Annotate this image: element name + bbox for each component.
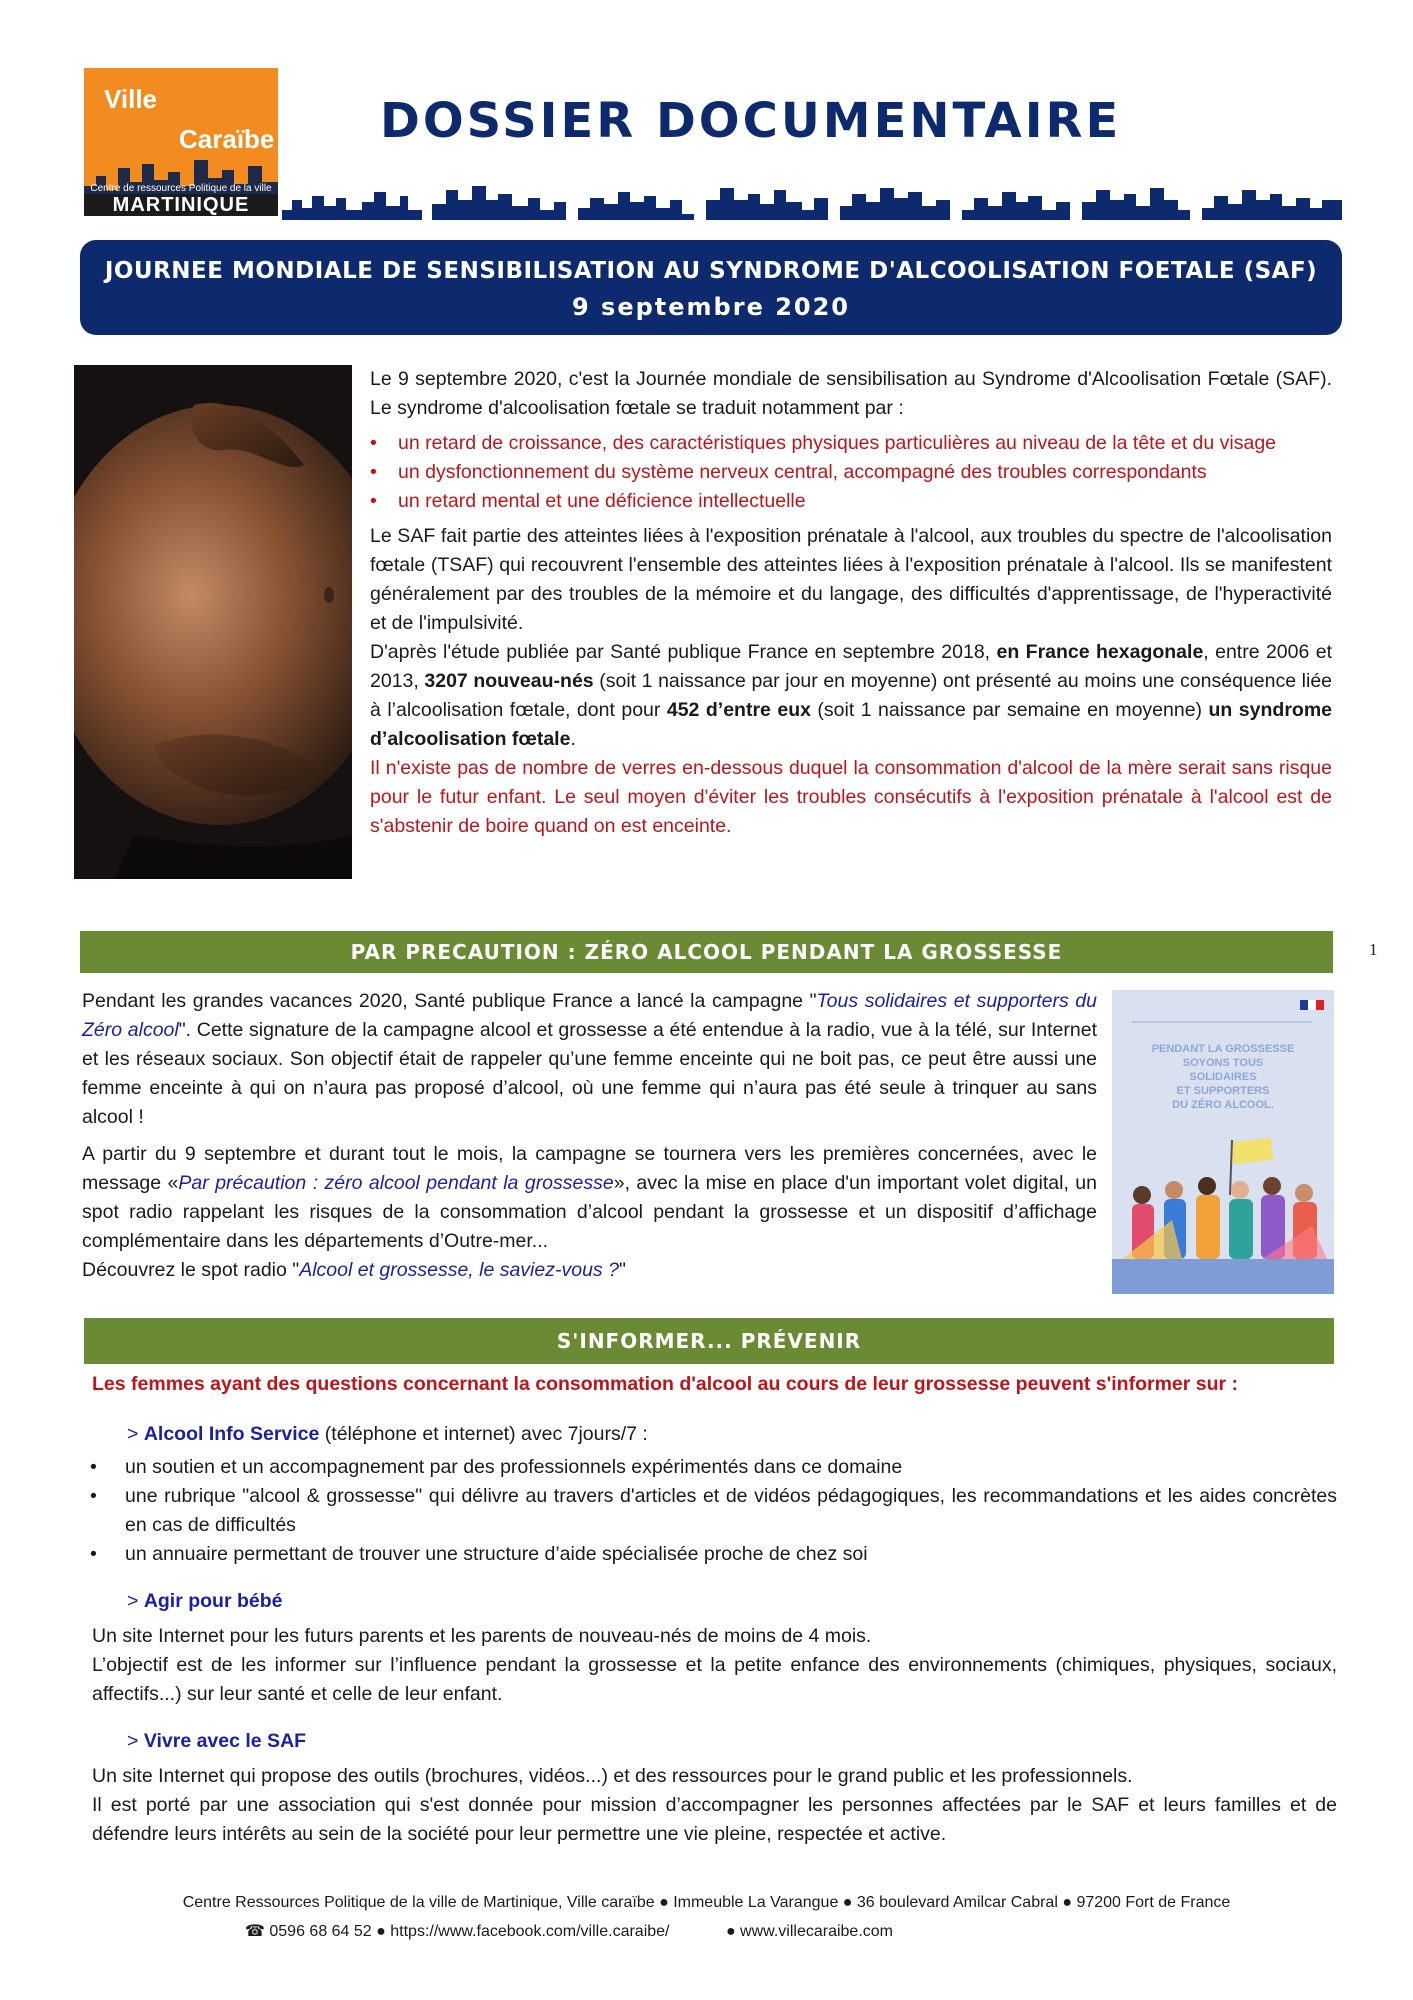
campaign-text — [82, 987, 1097, 1293]
chevron-right-icon: > — [127, 1590, 139, 1612]
list-item: • un soutien et un accompagnement par des professionnels expérimentés dans ce domaine — [90, 1453, 1337, 1482]
text-segment: Pendant les grandes vacances 2020, Santé publique France a lancé la campagne " — [82, 990, 817, 1012]
text-segment: A partir du 9 septembre et durant tout le mois, la campagne se tournera vers les premières concernées, avec le message « — [82, 1143, 1097, 1194]
ais-services-list — [92, 1453, 1337, 1569]
text-segment: " — [618, 1259, 626, 1281]
pregnant-belly-photo — [74, 365, 352, 879]
intro-paragraph-3 — [370, 638, 1332, 754]
intro-warning: Il n'existe pas de nombre de verres en-dessous duquel la consommation d'alcool de la mère serait sans risque pour le futur enfant. Le seul moyen d'éviter les troubles consécutifs à l'exposition prénatale à l'alcool est de s'abstenir de boire quand on est enceinte. — [370, 757, 1332, 837]
footer-address: Centre Ressources Politique de la ville de Martinique, Ville caraïbe ● Immeuble La Varangue ● 36 boulevard Amilcar Cabral ● 97200 Fort de France — [182, 1894, 1231, 1911]
text-bold: un syndrome d’alcoolisation fœtale — [370, 699, 1333, 750]
vivre-avec-le-saf-link[interactable]: Vivre avec le SAF — [143, 1730, 307, 1752]
text-segment: , entre 2006 et 2013, — [370, 641, 1333, 692]
text-segment: . — [570, 728, 576, 750]
text-segment: ". Cette signature de la campagne alcool et grossesse a été entendue à la radio, vue à la télé, sur Internet et les réseaux sociaux. Son objectif était de rappeler qu’une femme enceinte qui ne boit pas, ce peut être aussi une femme enceinte à qui on n’aura pas proposé d’alcool, où une femme qui n’aura pas été seule à trinquer au sans alcool ! — [82, 1019, 1097, 1128]
list-item: • un dysfonctionnement du système nerveux central, accompagné des troubles correspondants — [370, 458, 1332, 487]
header-skyline — [282, 170, 1342, 220]
svg-text:ET SUPPORTERS: ET SUPPORTERS — [1176, 1085, 1270, 1097]
apb-paragraph-1: Un site Internet pour les futurs parents et les parents de nouveau-nés de moins de 4 mois. — [92, 1625, 872, 1647]
saf-symptoms-list — [370, 429, 1332, 516]
logo-region: MARTINIQUE — [84, 194, 278, 216]
vas-paragraph-2: Il est porté par une association qui s'est donnée pour mission d’accompagner les personnes affectées par le SAF et leurs familles et de défendre leurs intérêts au sein de la société pour leur permettre une vie pleine, respectée et active. — [92, 1794, 1337, 1845]
alcool-info-service-link[interactable]: Alcool Info Service — [143, 1423, 320, 1445]
svg-text:PENDANT LA GROSSESSE: PENDANT LA GROSSESSE — [1151, 1043, 1295, 1055]
radio-spot-link[interactable]: Alcool et grossesse, le saviez-vous ? — [299, 1259, 619, 1281]
intro-paragraph-1: Le 9 septembre 2020, c'est la Journée mondiale de sensibilisation au Syndrome d'Alcoolisation Fœtale (SAF). Le syndrome d'alcoolisation fœtale se traduit notamment par : — [370, 368, 1332, 419]
campaign-paragraph-3 — [82, 1256, 1097, 1285]
info-intro: Les femmes ayant des questions concernant la consommation d'alcool au cours de leur grossesse peuvent s'informer sur : — [92, 1373, 1239, 1395]
chevron-right-icon: > — [127, 1730, 139, 1752]
intro-paragraph-2: Le SAF fait partie des atteintes liées à l'exposition prénatale à l'alcool, aux troubles du spectre de l'alcoolisation fœtale (TSAF) qui recouvrent l'ensemble des atteintes liées à l'exposition prénatale à l'alcool. Ils se manifestent généralement par des troubles de la mémoire et du langage, des difficultés d'apprentissage, de l'hyperactivité et de l'impulsivité. — [370, 525, 1332, 634]
info-resources — [92, 1420, 1337, 1849]
campaign-name-link[interactable]: Tous solidaires et supporters du Zéro alcool — [82, 990, 1097, 1041]
svg-text:SOYONS TOUS: SOYONS TOUS — [1182, 1057, 1264, 1069]
intro-text — [370, 365, 1332, 841]
campaign-poster — [1112, 990, 1334, 1294]
logo-ville: Ville — [104, 84, 158, 114]
section-header-sinformer: S'INFORMER... PRÉVENIR — [84, 1318, 1334, 1364]
text-bold: 3207 nouveau-nés — [424, 670, 594, 692]
banner-title: JOURNEE MONDIALE DE SENSIBILISATION AU SYNDROME D'ALCOOLISATION FOETALE (SAF) — [104, 258, 1318, 284]
apb-paragraph-2: L’objectif est de les informer sur l’influence pendant la grossesse et la petite enfance des environnements (chimiques, physiques, sociaux, affectifs...) sur leur santé et celle de leur enfant. — [92, 1654, 1337, 1705]
footer-website[interactable]: ● www.villecaraibe.com — [725, 1923, 893, 1940]
banner-date: 9 septembre 2020 — [572, 293, 850, 321]
text-bold: en France hexagonale — [996, 641, 1204, 663]
vas-paragraph-1: Un site Internet qui propose des outils (brochures, vidéos...) et des ressources pour le grand public et les professionnels. — [92, 1765, 1133, 1787]
svg-text:SOLIDAIRES: SOLIDAIRES — [1189, 1071, 1257, 1083]
text-segment: (soit 1 naissance par jour en moyenne) ont présenté au moins une conséquence liée à l’alcoolisation fœtale, dont pour — [370, 670, 1333, 721]
section-header-zero-alcool: PAR PRECAUTION : ZÉRO ALCOOL PENDANT LA GROSSESSE — [80, 931, 1333, 973]
logo-caraibe: Caraïbe — [179, 124, 275, 154]
text-segment: (téléphone et internet) avec 7jours/7 : — [319, 1423, 648, 1445]
list-item: • une rubrique "alcool & grossesse" qui délivre au travers d'articles et de vidéos pédagogiques, les recommandations et les aides concrètes en cas de difficultés — [90, 1482, 1337, 1540]
document-title: DOSSIER DOCUMENTAIRE — [380, 93, 1122, 149]
text-segment: D'après l'étude publiée par Santé publique France en septembre 2018, — [370, 641, 997, 663]
list-item: • un retard de croissance, des caractéristiques physiques particulières au niveau de la tête et du visage — [370, 429, 1332, 458]
list-item: • un retard mental et une déficience intellectuelle — [370, 487, 1332, 516]
chevron-right-icon: > — [127, 1423, 139, 1445]
text-segment: Découvrez le spot radio " — [82, 1259, 300, 1281]
footer-contact — [245, 1921, 1145, 1941]
campaign-paragraph-1 — [82, 987, 1097, 1132]
list-item: • un annuaire permettant de trouver une structure d’aide spécialisée proche de chez soi — [90, 1540, 1337, 1569]
resource-heading-vivre-avec-le-saf — [92, 1727, 1337, 1756]
agir-pour-bebe-link[interactable]: Agir pour bébé — [143, 1590, 283, 1612]
campaign-message-link[interactable]: Par précaution : zéro alcool pendant la grossesse — [178, 1172, 614, 1194]
page-number: 1 — [1369, 940, 1378, 959]
campaign-paragraph-2 — [82, 1140, 1097, 1256]
ville-caraibe-logo — [84, 68, 278, 216]
resource-heading-agir-pour-bebe — [92, 1587, 1337, 1616]
text-bold: 452 d’entre eux — [666, 699, 811, 721]
resource-heading-alcool-info-service — [92, 1420, 1337, 1449]
text-segment: (soit 1 naissance par semaine en moyenne) — [810, 699, 1209, 721]
logo-subtitle: Centre de ressources Politique de la ville — [90, 183, 272, 194]
svg-text:DU ZÉRO ALCOOL.: DU ZÉRO ALCOOL. — [1172, 1099, 1274, 1111]
text-segment: », avec la mise en place d'un important volet digital, un spot radio rappelant les risques de la consommation d’alcool pendant la grossesse et un dispositif d’affichage complémentaire dans les départements d’Outre-mer... — [82, 1172, 1097, 1252]
footer-phone-facebook[interactable]: ☎ 0596 68 64 52 ● https://www.facebook.com/ville.caraibe/ — [245, 1923, 670, 1940]
